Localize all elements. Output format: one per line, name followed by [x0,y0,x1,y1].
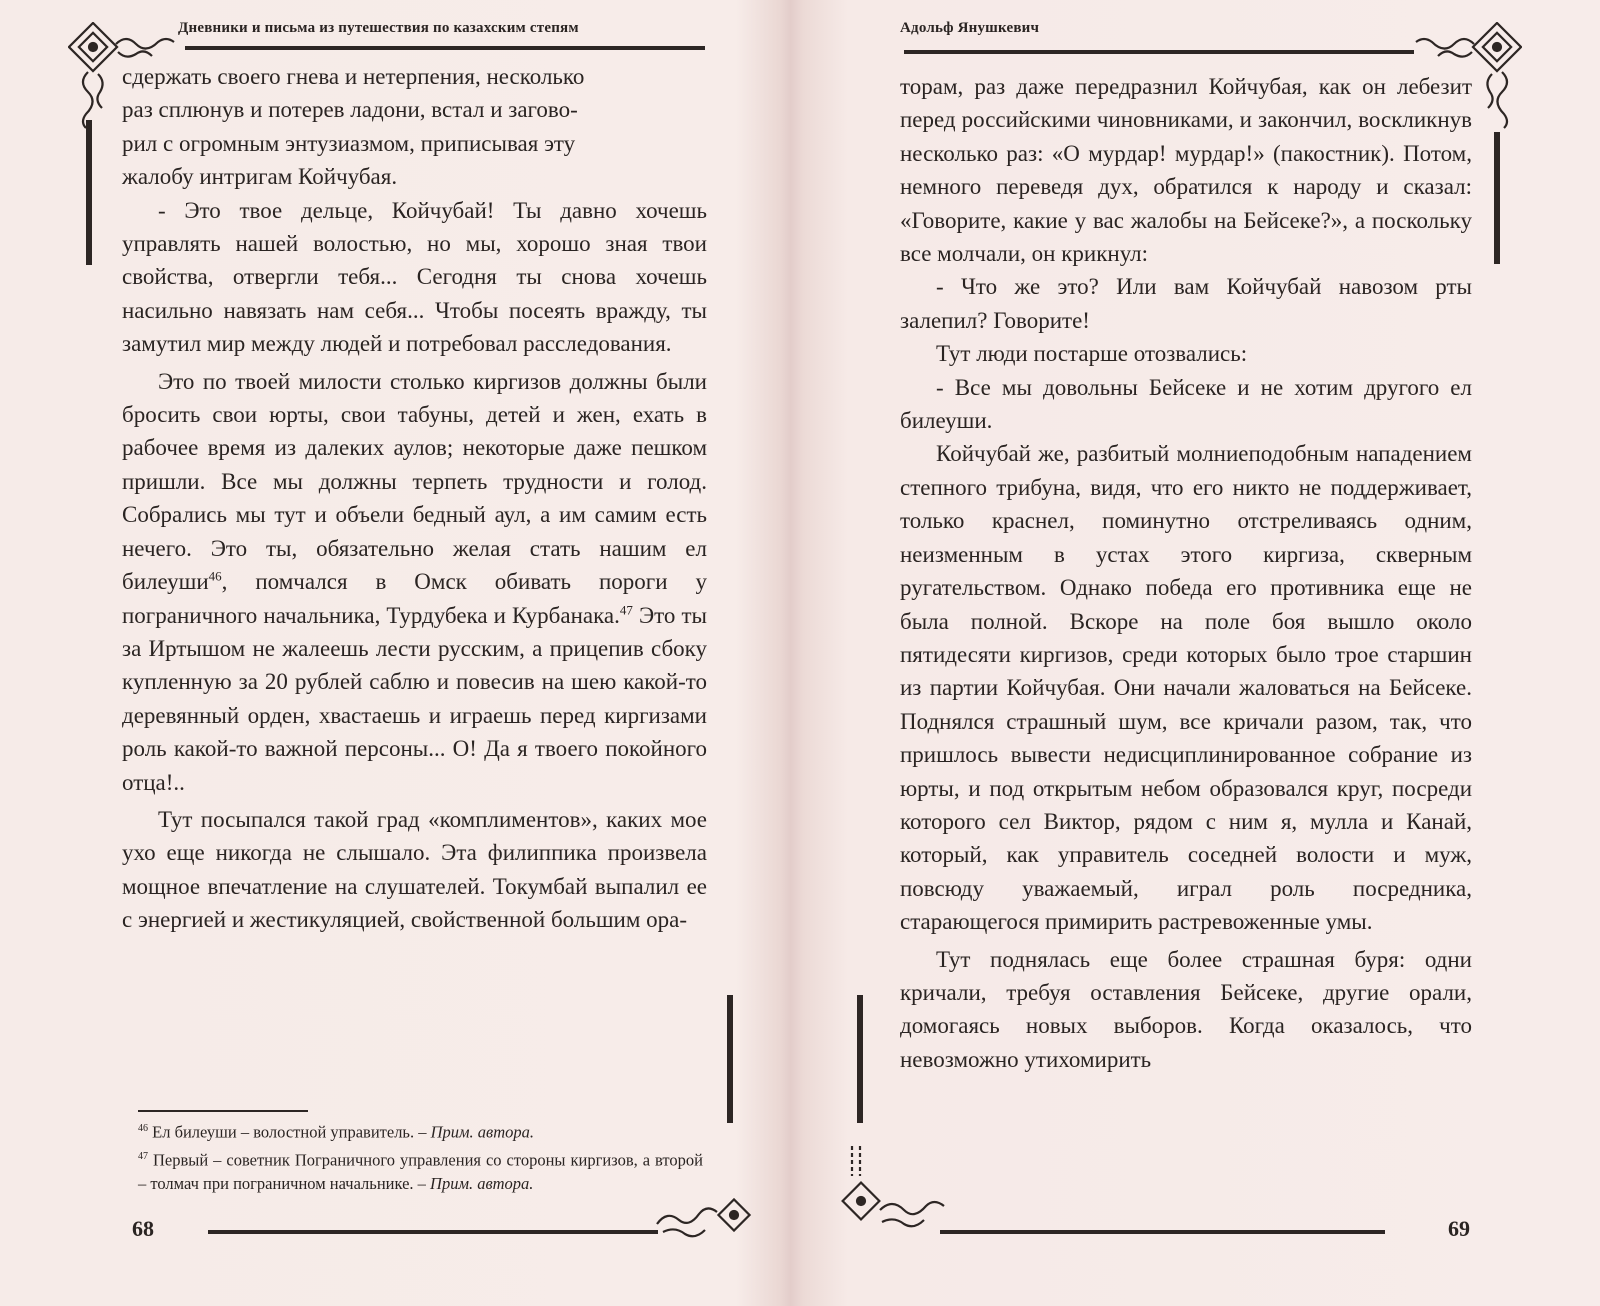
right-body-text [900,70,1472,1076]
paragraph-text: Это ты за Иртышом не жалеешь лести русским, а прицепив сбоку купленную за 20 рублей саблю и повесив на шею какой-то деревянный орден, хвастаешь и играешь перед киргизами роль какой-то важной персоны... О! Да я твоего покойного отца!.. [122,602,708,795]
paragraph-text: , помчался в Омск обивать пороги у пограничного начальника, Турдубека и Курбанака. [122,569,707,628]
text-line: сдержать своего гнева и нетерпения, несколько [122,64,585,89]
header-rule [904,50,1414,54]
flourish-ornament-icon [655,1192,755,1242]
footnote-rule [138,1110,308,1112]
footer-rule [208,1230,658,1234]
text-line: раз сплюнув и потерев ладони, встал и загово- [122,97,578,123]
left-body-text [122,60,707,937]
paragraph [122,365,707,799]
paragraph: Тут люди постарше отозвались: [936,341,1248,367]
right-margin-rule [727,995,733,1123]
footnote-ref: 46 [208,568,222,584]
paragraph: - Это твое дельце, Койчубай! Ты давно хочешь управлять нашей волостью, но мы, хорошо зная твои свойства, отвергли тебя... Сегодня ты снова хочешь насильно навязать нам себя... Чтобы посеять вражду, ты замутил мир между людей и потребовал расследования. [122,197,707,357]
header-rule [185,46,705,50]
footnote-ref: 47 [619,601,633,617]
page-number: 69 [1448,1216,1470,1241]
text-line: рил с огромным энтузиазмом, приписывая эту [122,130,576,156]
paragraph: Койчубай же, разбитый молниеподобным нападением степного трибуна, видя, что его никто не поддерживает, только краснел, поминутно отстреливаясь одним, неизменным в устах этого киргиза, скверным ругательством. Однако победа его противника еще не была полной. Вскоре на поле боя вышло около пятидесяти киргизов, среди которых было трое старшин из партии Койчубая. Они начали жаловаться на Бейсеке. Поднялся страшный шум, все кричали разом, так, что пришлось вывести недисциплинированное собрание из юрты, и под открытым небом образовался круг, посреди которого сел Виктор, рядом с ним я, мулла и Канай, который, как управитель соседней волости и муж, повсюду уважаемый, играл роль посредника, старающегося примирить растревоженные умы. [900,441,1472,935]
paragraph: Тут поднялась еще более страшная буря: одни кричали, требуя оставления Бейсеке, другие орали, домогаясь новых выборов. Когда оказалось, что невозможно утихомирить [900,946,1472,1072]
running-head: Дневники и письма из путешествия по казахским степям [178,20,579,36]
right-margin-rule [1494,132,1500,264]
footnote: $^{47}$ Первый – советник Пограничного управления со стороны киргизов, а второй – толмач при пограничном начальнике. – Прим. автора. [138,1150,703,1193]
page-number: 68 [132,1216,154,1241]
paragraph: Тут посыпался такой град «комплиментов», каких мое ухо еще никогда не слышало. Эта филиппика произвела мощное впечатление на слушателей. Токумбай выпалил ее с энергией и жестикуляцией, свойственной большим ора- [122,806,707,933]
footer-rule [940,1230,1385,1234]
paragraph: - Все мы довольны Бейсеке и не хотим другого ел билеуши. [900,374,1472,434]
running-head: Адольф Янушкевич [900,20,1040,36]
flourish-ornament-icon [840,1140,950,1240]
paragraph: торам, раз даже передразнил Койчубая, как он лебезит перед российскими чиновниками, и закончил, воскликнув несколько раз: «О мурдар! мурдар!» (пакостник). Потом, немного переведя дух, обратился к народу и сказал: «Говорите, какие у вас жалобы на Бейсеке?», а поскольку все молчали, он крикнул: [900,74,1472,267]
footnote: $^{46}$ Ел билеуши – волостной управитель. – Прим. автора. [138,1122,534,1142]
paragraph: - Что же это? Или вам Койчубай навозом рты залепил? Говорите! [900,274,1472,333]
paragraph-text: Это по твоей милости столько киргизов должны были бросить свои юрты, свои табуны, детей и жен, ехать в рабочее время из далеких аулов; некоторые даже пешком пришли. Все мы должны терпеть трудности и голод. Собрались мы тут и объели бедный аул, а им самим есть нечего. Это ты, обязательно желая стать нашим ел билеуши [122,368,707,595]
text-line: жалобу интригам Койчубая. [122,164,398,190]
left-margin-rule [857,995,863,1123]
footnotes [138,1117,703,1196]
left-margin-rule [86,120,92,265]
right-page [800,0,1600,1306]
